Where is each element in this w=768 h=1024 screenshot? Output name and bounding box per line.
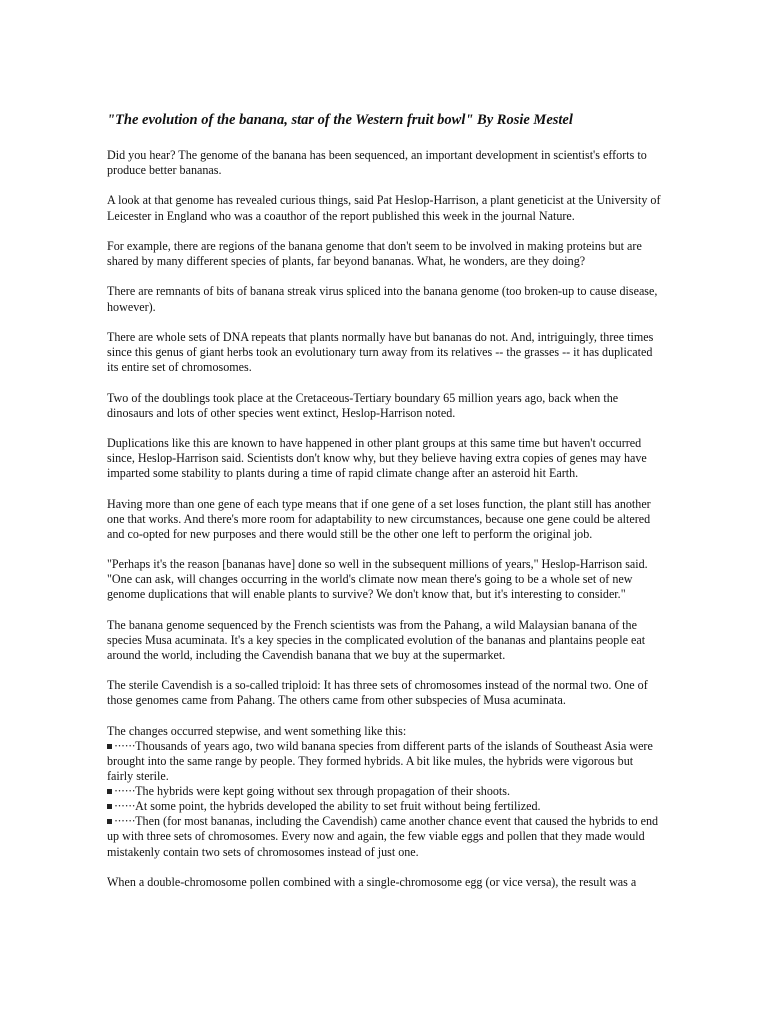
steps-list bbox=[107, 739, 662, 860]
paragraph-8: Having more than one gene of each type means that if one gene of a set loses function, the plant still has another one that works. And there's more room for adaptability to new circumstances, because one gene could be altered and co-opted for new purposes and there would still be the other one left to perform the original job. bbox=[107, 496, 651, 541]
paragraph-6: Two of the doublings took place at the Cretaceous-Tertiary boundary 65 million years ago, back when the dinosaurs and lots of other species went extinct, Heslop-Harrison noted. bbox=[107, 390, 619, 420]
paragraph-11: The sterile Cavendish is a so-called triploid: It has three sets of chromosomes instead of the normal two. One of those genomes came from Pahang. The others came from other subspecies of Musa acuminata. bbox=[107, 678, 648, 708]
list-item bbox=[107, 739, 662, 784]
document-page bbox=[107, 111, 662, 905]
paragraph-9: "Perhaps it's the reason [bananas have] done so well in the subsequent millions of years," Heslop-Harrison said. "One can ask, will changes occurring in the world's climate now mean there's going to be a whole set of new genome duplications that will enable plants to survive? We don't know that, but it's interesting to consider." bbox=[107, 557, 648, 602]
steps-intro: The changes occurred stepwise, and went something like this: bbox=[107, 723, 407, 738]
bullet-square-icon bbox=[107, 744, 112, 749]
bullet-dots: ······ bbox=[114, 784, 136, 799]
bullet-square-icon bbox=[107, 789, 112, 794]
paragraph-3: For example, there are regions of the banana genome that don't seem to be involved in making proteins but are shared by many different species of plants, far beyond bananas. What, he wonders, are they doing? bbox=[107, 238, 642, 269]
bullet-dots: ······ bbox=[114, 738, 136, 753]
bullet-dots: ······ bbox=[114, 799, 136, 814]
list-item-text: The hybrids were kept going without sex through propagation of their shoots. bbox=[135, 784, 511, 799]
list-item-text: At some point, the hybrids developed the ability to set fruit without being fertilized. bbox=[135, 799, 541, 814]
bullet-square-icon bbox=[107, 819, 112, 824]
list-item bbox=[107, 784, 662, 799]
bullet-square-icon bbox=[107, 804, 112, 809]
paragraph-10: The banana genome sequenced by the French scientists was from the Pahang, a wild Malaysian banana of the species Musa acuminata. It's a key species in the complicated evolution of the bananas and plantains people eat around the world, including the Cavendish banana that we buy at the supermarket. bbox=[107, 617, 646, 662]
paragraph-7: Duplications like this are known to have happened in other plant groups at this same time but haven't occurred since, Heslop-Harrison said. Scientists don't know why, but they believe having extra copies of genes may have imparted some stability to plants during a time of rapid climate change after an asteroid hit Earth. bbox=[107, 436, 647, 481]
paragraph-4: There are remnants of bits of banana streak virus spliced into the banana genome (too broken-up to cause disease, however). bbox=[107, 284, 658, 314]
spacer bbox=[107, 860, 662, 875]
list-item bbox=[107, 799, 662, 814]
article-title: "The evolution of the banana, star of the Western fruit bowl" By Rosie Mestel bbox=[107, 112, 573, 128]
paragraph-2: A look at that genome has revealed curious things, said Pat Heslop-Harrison, a plant geneticist at the University of Leicester in England who was a coauthor of the report published this week in the journal Nature. bbox=[107, 193, 661, 223]
bullet-dots: ······ bbox=[114, 814, 136, 829]
list-item-text: Then (for most bananas, including the Cavendish) came another chance event that caused the hybrids to end up with three sets of chromosomes. Every now and again, the few viable eggs and pollen that they made would mistakenly contain two sets of chromosomes instead of just one. bbox=[107, 814, 659, 859]
paragraph-final: When a double-chromosome pollen combined with a single-chromosome egg (or vice versa), the result was a bbox=[107, 874, 637, 889]
paragraph-5: There are whole sets of DNA repeats that plants normally have but bananas do not. And, intriguingly, three times since this genus of giant herbs took an evolutionary turn away from its relatives -- the grasses -- it has duplicated its entire set of chromosomes. bbox=[107, 329, 654, 375]
paragraph-1: Did you hear? The genome of the banana has been sequenced, an important development in scientist's efforts to produce better bananas. bbox=[107, 148, 647, 178]
list-item-text: Thousands of years ago, two wild banana species from different parts of the islands of Southeast Asia were brought into the same range by people. They formed hybrids. A bit like mules, the hybrids were vigorous but fairly sterile. bbox=[107, 738, 653, 784]
list-item bbox=[107, 814, 662, 859]
